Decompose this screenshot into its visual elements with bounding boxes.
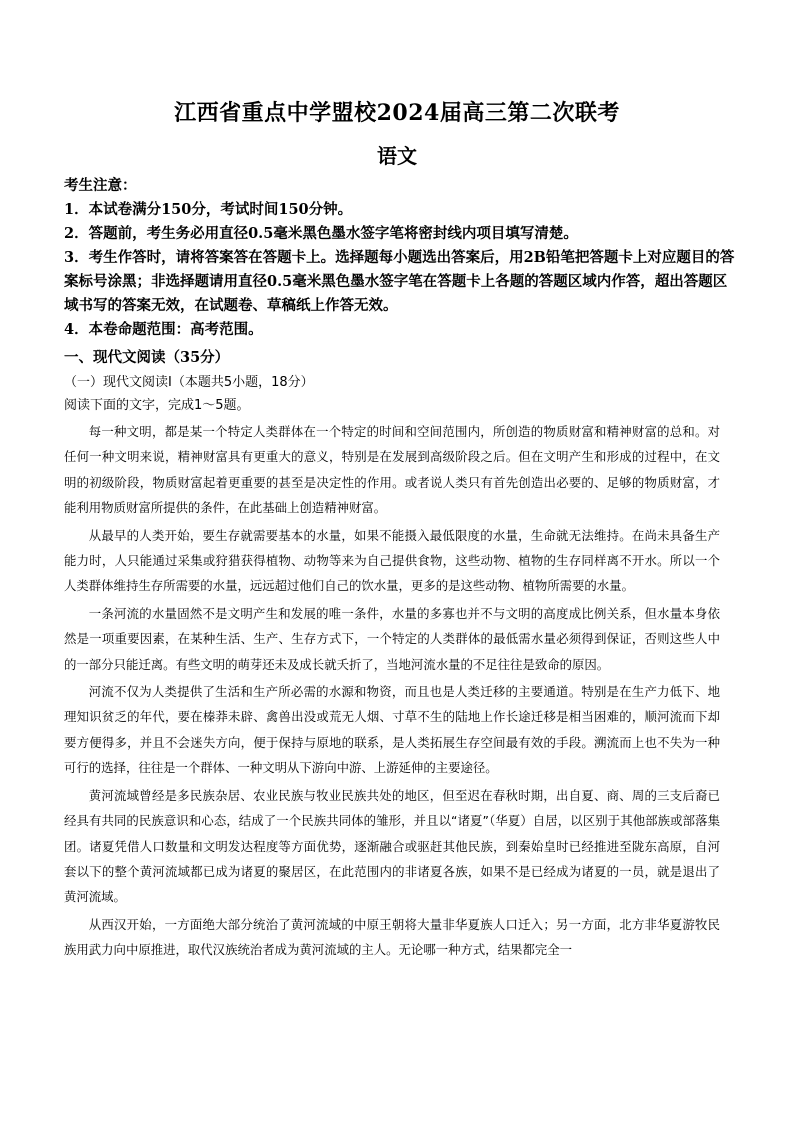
passage-paragraph: 一条河流的水量固然不是文明产生和发展的唯一条件，水量的多寡也并不与文明的高度成比例关系，但水量本身依然是一项重要因素，在某种生活、生产、生存方式下，一个特定的人类群体的最低需水量必须得到保证，否则这些人中的一部分只能迁离。有些文明的萌芽还未及成长就夭折了，当地河流水量的不足往往是致命的原因。: [64, 605, 720, 672]
notes-heading: 考生注意：: [64, 177, 137, 194]
note-item: 4．本卷命题范围：高考范围。: [64, 321, 263, 338]
subsection-heading: （一）现代文阅读Ⅰ（本题共5小题，18分）: [64, 375, 314, 390]
subject-title: 语文: [377, 144, 417, 168]
passage-paragraph: 河流不仅为人类提供了生活和生产所必需的水源和物资，而且也是人类迁移的主要通道。特别是在生产力低下、地理知识贫乏的年代，要在榛莽未辟、禽兽出没或荒无人烟、寸草不生的陆地上作长途迁移是相当困难的，顺河流而下却要方便得多，并且不会迷失方向，便于保持与原地的联系，是人类拓展生存空间最有效的手段。溯流而上也不失为一种可行的选择，往往是一个群体、一种文明从下游向中游、上游延伸的主要途径。: [64, 684, 720, 776]
note-item: 3．考生作答时，请将答案答在答题卡上。选择题每小题选出答案后，用2B铅笔把答题卡上对应题目的答案标号涂黑；非选择题请用直径0.5毫米黑色墨水签字笔在答题卡上各题的答题区域内作答，超出答题区域书写的答案无效，在试题卷、草稿纸上作答无效。: [64, 249, 735, 314]
note-item: 1．本试卷满分150分，考试时间150分钟。: [64, 201, 353, 218]
passage-paragraph: 每一种文明，都是某一个特定人类群体在一个特定的时间和空间范围内，所创造的物质财富和精神财富的总和。对任何一种文明来说，精神财富具有更重大的意义，特别是在发展到高级阶段之后。但在文明产生和形成的过程中，在文明的初级阶段，物质财富起着更重要的甚至是决定性的作用。或者说人类只有首先创造出必要的、足够的物质财富，才能利用物质财富所提供的条件，在此基础上创造精神财富。: [64, 424, 720, 516]
passage-paragraph: 从最早的人类开始，要生存就需要基本的水量，如果不能摄入最低限度的水量，生命就无法维持。在尚未具备生产能力时，人只能通过采集或狩猎获得植物、动物等来为自己提供食物，这些动物、植物的生存同样离不开水。所以一个人类群体维持生存所需要的水量，远远超过他们自己的饮水量，更多的是这些动物、植物所需要的水量。: [64, 527, 720, 594]
candidate-notes: [64, 174, 736, 342]
section-heading: 一、现代文阅读（35分）: [64, 349, 230, 366]
reading-instruction: 阅读下面的文字，完成1～5题。: [64, 398, 250, 413]
exam-title: 江西省重点中学盟校2024届高三第二次联考: [174, 100, 620, 126]
note-item: 2．答题前，考生务必用直径0.5毫米黑色墨水签字笔将密封线内项目填写清楚。: [64, 225, 578, 242]
passage-paragraph: 从西汉开始，一方面绝大部分统治了黄河流域的中原王朝将大量非华夏族人口迁入；另一方面，北方非华夏游牧民族用武力向中原推进，取代汉族统治者成为黄河流域的主人。无论哪一种方式，结果都完全一: [64, 916, 720, 958]
reading-passage: [64, 419, 720, 965]
passage-paragraph: 黄河流域曾经是多民族杂居、农业民族与牧业民族共处的地区，但至迟在春秋时期，出自夏、商、周的三支后裔已经具有共同的民族意识和心态，结成了一个民族共同体的雏形，并且以“诸夏”（华夏）自居，以区别于其他部族或部落集团。诸夏凭借人口数量和文明发达程度等方面优势，逐渐融合或驱赶其他民族，到秦始皇时已经推进至陇东高原，自河套以下的整个黄河流域都已成为诸夏的聚居区，在此范围内的非诸夏各族，如果不是已经成为诸夏的一员，就是退出了黄河流域。: [64, 787, 720, 905]
